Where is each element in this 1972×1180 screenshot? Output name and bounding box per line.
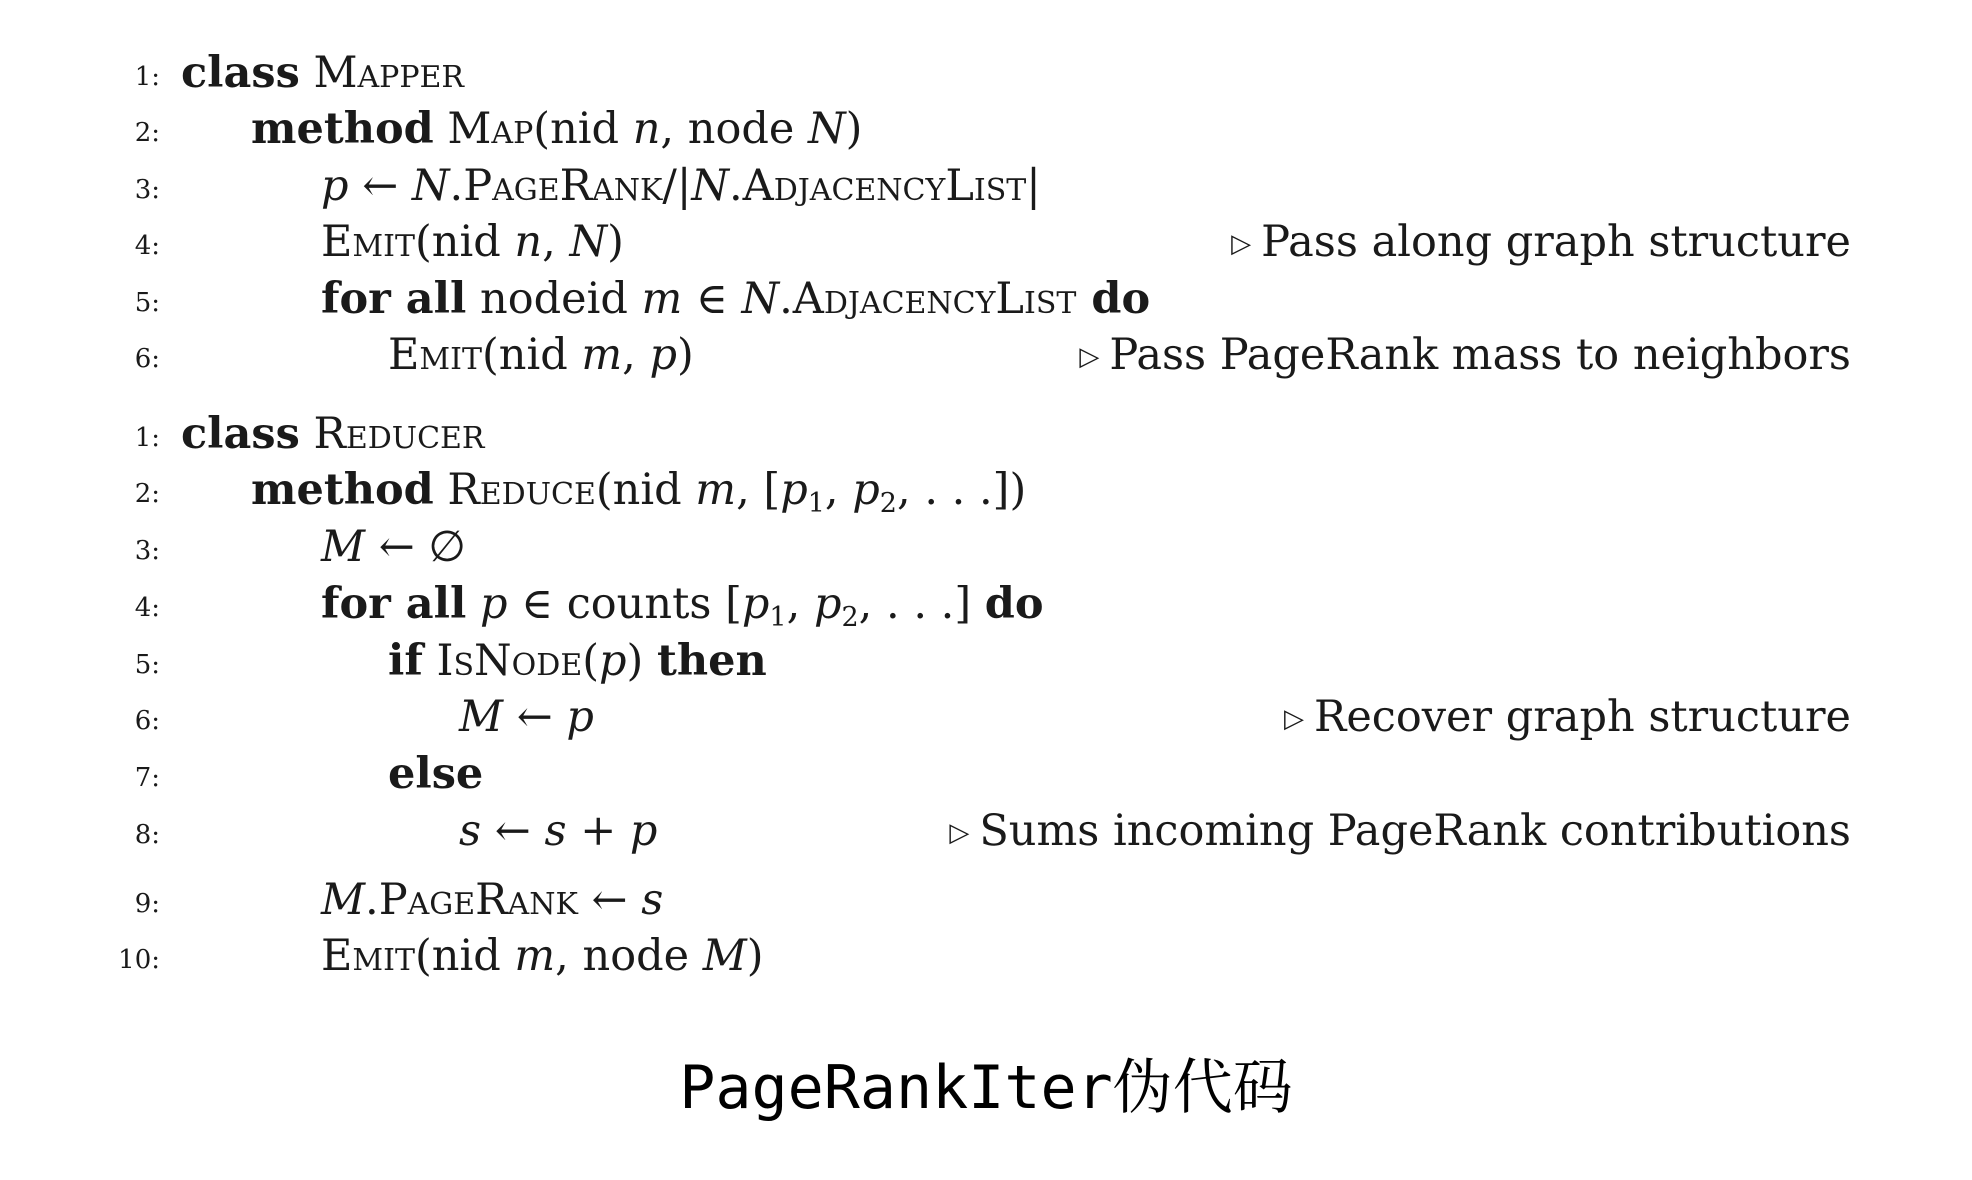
reducer-line-4 [0,579,1972,633]
assign-arrow: ← [503,692,567,742]
variable: p [741,579,770,629]
space [466,579,480,629]
variable: m [641,274,683,324]
line-number: 2: [134,479,160,509]
class-name: Mapper [313,48,465,98]
variable: m [514,931,556,981]
mapper-line-6 [0,330,1972,380]
line-number: 10: [118,945,160,975]
code-text [321,875,663,925]
args: (nid [414,217,515,267]
keyword: for all [321,579,467,629]
operator: + [566,806,630,856]
comment [1231,217,1851,269]
subscript: 2 [879,488,897,519]
space [423,636,437,686]
mapper-line-1 [0,48,1972,98]
code-text [388,330,694,380]
separator: , node [660,104,808,154]
property: AdjacencyList [792,274,1077,324]
function-name: Emit [388,330,482,380]
args: (nid [595,465,696,515]
keyword: then [657,636,767,686]
reducer-line-7 [0,749,1972,799]
variable: M [702,931,747,981]
variable: N [691,161,729,211]
function-name: IsNode [436,636,583,686]
function-name: Emit [321,217,415,267]
code-text [388,636,767,686]
operator: | [1026,161,1041,211]
variable: n [632,104,661,154]
reducer-line-5 [0,636,1972,686]
comment [1284,692,1851,744]
variable: m [695,465,737,515]
variable: N [411,161,450,211]
property: PageRank [378,875,578,925]
code-text [388,749,483,799]
line-number: 6: [134,344,160,374]
reducer-line-9 [0,875,1972,925]
line-number: 6: [134,706,160,736]
mapper-line-4 [0,217,1972,267]
keyword: else [388,749,484,799]
comment [1079,330,1851,382]
keyword: for all [321,274,467,324]
assign-arrow: ← [365,522,429,572]
method-name: Map [447,104,534,154]
args: (nid [533,104,633,154]
function-name: Emit [321,931,415,981]
comment-text: Recover graph structure [1313,692,1851,742]
keyword: method [251,104,434,154]
paren: ) [677,330,694,380]
args: (nid [414,931,515,981]
code-text [321,217,624,267]
line-number: 5: [134,650,160,680]
line-number: 4: [134,231,160,261]
variable: p [852,465,880,515]
reducer-line-8 [0,806,1972,856]
assign-arrow: ← [348,161,412,211]
separator: , [ [736,465,781,515]
variable: p [649,330,678,380]
line-number: 3: [134,536,160,566]
dot: . [779,274,793,324]
variable: p [780,465,808,515]
line-number: 7: [134,763,160,793]
variable: p [813,579,842,629]
code-text [181,409,485,459]
reducer-line-10 [0,931,1972,981]
line-number: 1: [134,423,160,453]
property: PageRank [463,161,663,211]
comment-triangle-icon: ▷ [1231,229,1252,259]
reducer-line-3 [0,522,1972,572]
figure-caption: PageRankIter伪代码 [679,1053,1293,1123]
keyword: do [1076,274,1151,324]
comment [949,806,1851,858]
dot: . [365,875,379,925]
mapper-line-5 [0,274,1972,324]
comment-triangle-icon: ▷ [949,818,970,848]
code-text [459,692,594,742]
separator: , [622,330,650,380]
property: AdjacencyList [742,161,1027,211]
comment-text: Pass along graph structure [1261,217,1851,267]
code-text [251,104,862,154]
code-text [321,161,1041,211]
variable: N [741,274,780,324]
subscript: 1 [807,488,825,519]
code-text [321,931,764,981]
line-number: 8: [134,820,160,850]
assign-arrow: ← [481,806,545,856]
separator: , node [555,931,703,981]
variable: s [641,875,664,925]
method-name: Reduce [447,465,596,515]
code-text [321,274,1150,324]
operator: ∈ [682,274,742,324]
comment-triangle-icon: ▷ [1079,342,1100,372]
code-text [321,522,466,572]
code-text [251,465,1026,529]
variable: N [569,217,608,267]
empty-set: ∅ [428,522,466,572]
line-number: 4: [134,593,160,623]
paren: ( [582,636,600,686]
keyword: class [181,48,300,98]
code-text [321,579,1044,643]
line-number: 2: [134,118,160,148]
subscript: 2 [841,602,859,633]
mapper-line-3 [0,161,1972,211]
paren: ) [845,104,863,154]
line-number: 1: [134,62,160,92]
dot: . [728,161,743,211]
dot: . [449,161,464,211]
variable: s [544,806,567,856]
class-name: Reducer [313,409,485,459]
operator: ∈ counts [ [507,579,742,629]
reducer-line-6 [0,692,1972,742]
variable: m [581,330,623,380]
args-tail: , . . .] [858,579,985,629]
variable: p [566,692,594,742]
args-tail: , . . .]) [896,465,1027,515]
separator: , [824,465,853,515]
keyword: if [388,636,423,686]
comment-text: Sums incoming PageRank contributions [979,806,1851,856]
variable: M [459,692,504,742]
separator: , [786,579,814,629]
mapper-line-2 [0,104,1972,154]
variable: N [807,104,846,154]
variable: p [480,579,508,629]
operator: /| [662,161,692,211]
assign-arrow: ← [577,875,642,925]
variable: p [629,806,658,856]
code-text [459,806,657,856]
text: nodeid [466,274,642,324]
keyword: do [984,579,1044,629]
line-number: 3: [134,175,160,205]
args: (nid [481,330,582,380]
comment-triangle-icon: ▷ [1283,704,1304,734]
variable: M [321,875,366,925]
variable: s [459,806,482,856]
keyword: class [181,409,300,459]
paren: ) [607,217,624,267]
reducer-line-1 [0,409,1972,459]
subscript: 1 [769,602,787,633]
line-number: 5: [134,288,160,318]
variable: n [514,217,543,267]
comment-text: Pass PageRank mass to neighbors [1109,330,1851,380]
paren: ) [746,931,764,981]
line-number: 9: [134,889,160,919]
variable: p [321,161,349,211]
variable: p [599,636,627,686]
paren: ) [626,636,657,686]
variable: M [321,522,366,572]
code-text [181,48,464,98]
keyword: method [251,465,434,515]
separator: , [542,217,570,267]
reducer-line-2 [0,465,1972,519]
